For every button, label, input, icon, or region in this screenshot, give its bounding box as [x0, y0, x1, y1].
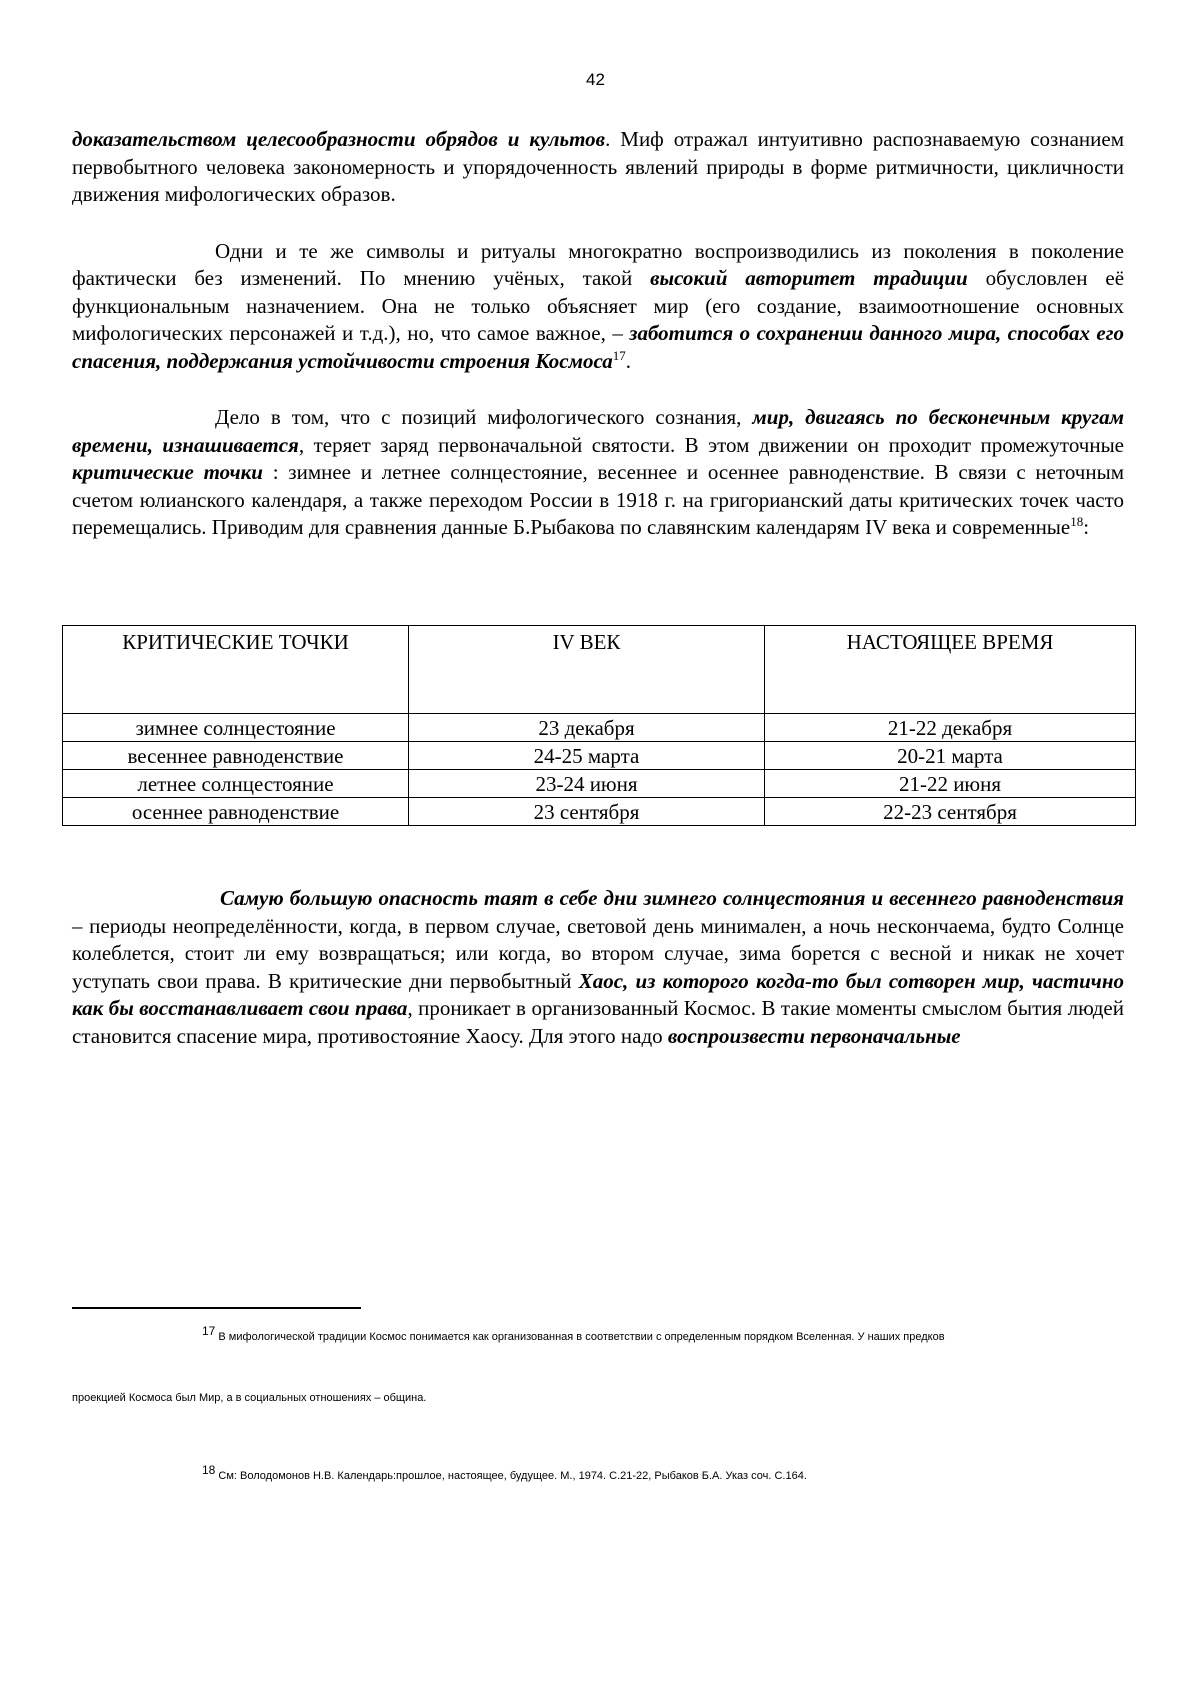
paragraph-1	[72, 126, 1124, 209]
text: . Миф отражал интуитивно распознаваемую сознанием первобытного человека закономерность и упорядоченность явлений природы в форме ритмичности, цикличности движения мифологических образов.	[72, 127, 1124, 206]
table-cell: осеннее равноденствие	[63, 798, 409, 826]
emphasis: воспроизвести первоначальные	[667, 1023, 961, 1048]
text: Одни и те же символы и ритуалы многократно воспроизводились из поколения в поколение фактически без изменений. По мнению учёных, такой	[72, 238, 1124, 290]
paragraph-2	[72, 238, 1124, 376]
footnote-number: 18	[202, 1463, 216, 1477]
footnote-ref-17[interactable]: 17	[612, 347, 626, 363]
text: :	[1083, 515, 1090, 539]
table-row	[63, 742, 1136, 770]
table-cell: 24-25 марта	[409, 742, 765, 770]
main-text	[72, 126, 1124, 542]
main-text-continued	[72, 885, 1124, 1050]
footnote-17	[202, 1324, 945, 1343]
emphasis: Самую большую опасность таят в себе дни зимнего солнцестояния и весеннего равноденствия	[220, 886, 1124, 910]
footnote-text: В мифологической традиции Космос понимается как организованная в соответствии с определенным порядком Вселенная. У наших предков	[215, 1331, 945, 1343]
footnote-text: См: Володомонов Н.В. Календарь:прошлое, настоящее, будущее. М., 1974. С.21-22, Рыбаков Б.А. Указ соч. С.164.	[215, 1470, 807, 1482]
table-header: НАСТОЯЩЕЕ ВРЕМЯ	[765, 626, 1136, 714]
text: обусловлен её функциональным назначением. Она не только объясняет мир (его создание, взаимоотношение основных мифологических персонажей и т.д.), но, что самое важное, –	[72, 266, 1125, 345]
text: : зимнее и летнее солнцестояние, весеннее и осеннее равноденствие. В связи с неточным счетом юлианского календаря, а также переходом России в 1918 г. на григорианский даты критических точек часто перемещались. Приводим для сравнения данные Б.Рыбакова по славянским календарям IV века и современные	[72, 460, 1124, 539]
table-cell: 21-22 декабря	[765, 714, 1136, 742]
page-number: 42	[586, 70, 605, 89]
table-cell: 20-21 марта	[765, 742, 1136, 770]
table-cell: летнее солнцестояние	[63, 770, 409, 798]
footnote-separator	[72, 1307, 361, 1309]
table-cell: 22-23 сентября	[765, 798, 1136, 826]
emphasis: Хаос, из которого когда-то был сотворен мир, частично как бы восстанавливает свои права	[72, 968, 1124, 1020]
table-header: КРИТИЧЕСКИЕ ТОЧКИ	[63, 626, 409, 714]
table-header-row	[63, 626, 1136, 714]
table-cell: 23-24 июня	[409, 770, 765, 798]
critical-points-table	[62, 625, 1136, 826]
emphasis: доказательством целесообразности обрядов и культов	[72, 127, 606, 151]
table-header: IV ВЕК	[409, 626, 765, 714]
table-cell: весеннее равноденствие	[63, 742, 409, 770]
footnote-17-continued: проекцией Космоса был Мир, а в социальных отношениях – община.	[72, 1392, 427, 1404]
emphasis: мир, двигаясь по бесконечным кругам времени, изнашивается	[72, 405, 1124, 457]
footnote-18	[202, 1463, 807, 1482]
paragraph-4	[72, 885, 1124, 1050]
text: , проникает в организованный Космос. В такие моменты смыслом бытия людей становится спасение мира, противостояние Хаосу. Для этого надо	[72, 996, 1124, 1048]
table-row	[63, 770, 1136, 798]
table-cell: 23 декабря	[409, 714, 765, 742]
text: Дело в том, что с позиций мифологического сознания,	[215, 405, 753, 429]
text: .	[625, 348, 632, 373]
table-cell: 23 сентября	[409, 798, 765, 826]
footnote-number: 17	[202, 1324, 216, 1338]
text: , теряет заряд первоначальной святости. В этом движении он проходит промежуточные	[298, 432, 1125, 457]
table-row	[63, 714, 1136, 742]
table-row	[63, 798, 1136, 826]
emphasis: заботится о сохранении данного мира, способах его спасения, поддержания устойчивости строения Космоса	[72, 321, 1124, 373]
text: – периоды неопределённости, когда, в первом случае, световой день минимален, а ночь нескончаема, будто Солнце колеблется, стоит ли ему возвращаться; или когда, во втором случае, зима борется с весной и никак не хочет уступать свои права. В критические дни первобытный	[72, 913, 1124, 993]
footnote-ref-18[interactable]: 18	[1070, 514, 1084, 529]
emphasis: критические точки	[72, 460, 263, 484]
emphasis: высокий авторитет традиции	[650, 266, 968, 290]
paragraph-3	[72, 404, 1124, 542]
table-cell: зимнее солнцестояние	[63, 714, 409, 742]
table-cell: 21-22 июня	[765, 770, 1136, 798]
